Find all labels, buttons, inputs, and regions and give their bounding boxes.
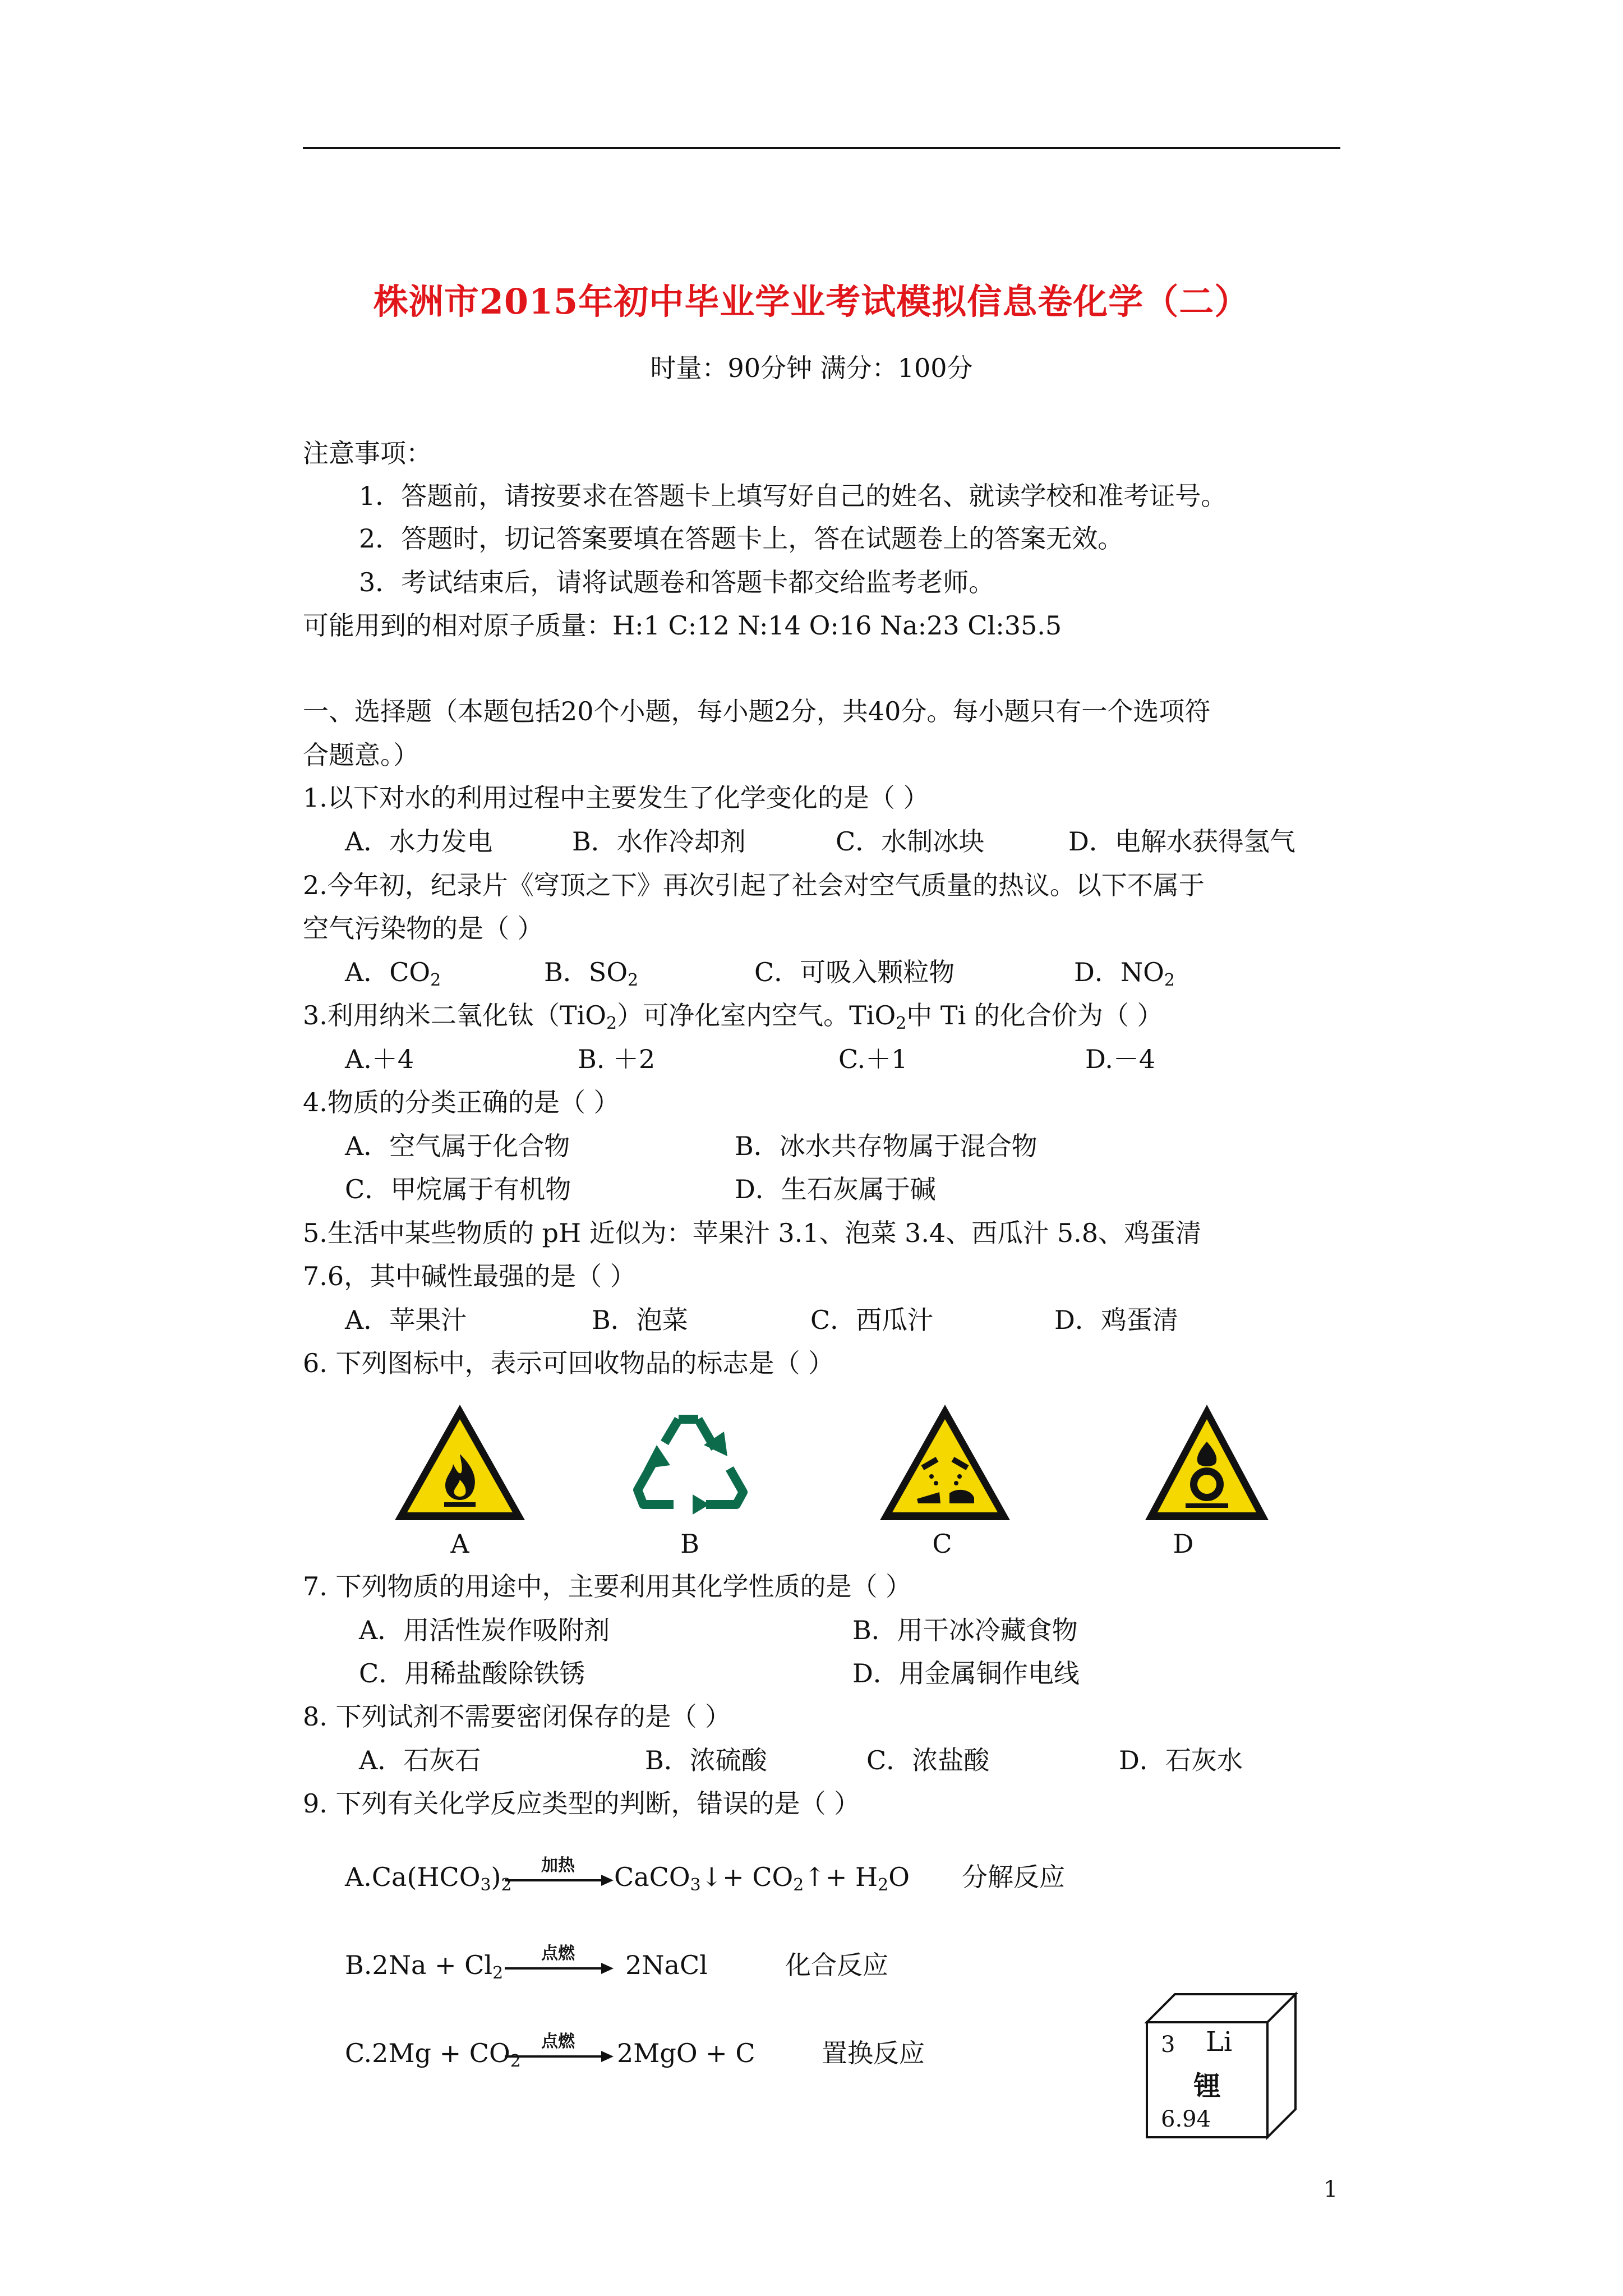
q8-option-a: A．石灰石 <box>359 1745 481 1775</box>
q5-option-d: D．鸡蛋清 <box>1054 1305 1178 1335</box>
notice-heading: 注意事项： <box>303 438 432 468</box>
q5-option-b: B．泡菜 <box>592 1305 688 1335</box>
reaction-a-arrow-icon <box>505 1874 614 1887</box>
reaction-b-type: 化合反应 <box>785 1950 888 1980</box>
section-heading: 一、选择题（本题包括20个小题，每小题2分，共40分。每小题只有一个选项符 <box>303 696 1211 726</box>
exam-info: 时量：90分钟 满分：100分 <box>650 353 973 383</box>
q3-option-a: A.＋4 <box>345 1044 414 1074</box>
q4-option-c: C．甲烷属于有机物 <box>345 1174 571 1204</box>
q4-option-a: A．空气属于化合物 <box>345 1131 570 1161</box>
question-5-stem: 5.生活中某些物质的 pH 近似为：苹果汁 3.1、泡菜 3.4、西瓜汁 5.8、鸡蛋清 <box>303 1218 1202 1248</box>
q3-option-b: B. ＋2 <box>578 1044 656 1074</box>
page-number: 1 <box>1324 2177 1338 2202</box>
q4-option-d: D．生石灰属于碱 <box>735 1174 936 1204</box>
question-7-stem: 7. 下列物质的用途中，主要利用其化学性质的是（ ） <box>303 1571 912 1602</box>
element-symbol: Li <box>1206 2026 1233 2058</box>
corrosive-warning-icon <box>878 1402 1012 1523</box>
icon-label-b: B <box>680 1529 699 1559</box>
q7-option-a: A．用活性炭作吸附剂 <box>359 1615 610 1645</box>
element-mass: 6.94 <box>1161 2106 1211 2132</box>
question-2-stem: 2.今年初，纪录片《穹顶之下》再次引起了社会对空气质量的热议。以下不属于 <box>303 870 1205 900</box>
q2-option-d: D．$NO_2$ <box>1074 957 1175 990</box>
q1-option-b: B．水作冷却剂 <box>572 826 746 857</box>
q2-option-a: A．$CO_2$ <box>345 957 441 990</box>
oxidizer-warning-icon <box>1144 1402 1270 1523</box>
reaction-c-condition: 点燃 <box>541 2032 575 2051</box>
q7-option-d: D．用金属铜作电线 <box>852 1658 1080 1688</box>
icon-label-d: D <box>1173 1529 1194 1559</box>
recycling-symbol-icon <box>625 1402 754 1523</box>
q5-option-c: C．西瓜汁 <box>810 1305 934 1335</box>
q1-option-c: C．水制冰块 <box>836 826 985 857</box>
reaction-c-arrow-icon <box>505 2050 614 2063</box>
notice-item: 2．答题时，切记答案要填在答题卡上，答在试题卷上的答案无效。 <box>359 523 1124 554</box>
header-rule <box>303 147 1340 149</box>
icon-label-c: C <box>932 1529 952 1559</box>
q1-option-d: D．电解水获得氢气 <box>1068 826 1295 857</box>
reaction-a-type: 分解反应 <box>962 1862 1065 1892</box>
question-5-stem-cont: 7.6，其中碱性最强的是（ ） <box>303 1261 636 1291</box>
q5-option-a: A．苹果汁 <box>345 1305 467 1335</box>
q7-option-b: B．用干冰冷藏食物 <box>852 1615 1078 1645</box>
atomic-masses: 可能用到的相对原子质量：H:1 C:12 N:14 O:16 Na:23 Cl:35.5 <box>303 610 1062 641</box>
question-1-stem: 1.以下对水的利用过程中主要发生了化学变化的是（ ） <box>303 783 929 813</box>
element-name: 锂 <box>1193 2070 1221 2102</box>
q8-option-b: B．浓硫酸 <box>645 1745 767 1775</box>
reaction-a-products: CaCO$_3$↓+ $CO_2↑+ H_2O$ <box>614 1862 910 1895</box>
element-number: 3 <box>1161 2032 1175 2058</box>
reaction-c-reactants: $C.2Mg + CO_2$ <box>345 2038 521 2071</box>
question-8-stem: 8. 下列试剂不需要密闭保存的是（ ） <box>303 1701 731 1732</box>
question-2-stem-cont: 空气污染物的是（ ） <box>303 913 543 944</box>
notice-item: 1．答题前，请按要求在答题卡上填写好自己的姓名、就读学校和准考证号。 <box>359 481 1227 511</box>
q2-option-c: C．可吸入颗粒物 <box>754 957 955 987</box>
q2-option-b: B．$SO_2$ <box>544 957 639 990</box>
q8-option-c: C．浓盐酸 <box>866 1745 990 1775</box>
reaction-a-reactants: $A.Ca(HCO_3)_2$ <box>345 1862 512 1895</box>
reaction-c-type: 置换反应 <box>822 2038 925 2068</box>
notice-item: 3．考试结束后，请将试题卷和答题卡都交给监考老师。 <box>359 567 995 597</box>
question-3-stem: 3.利用纳米二氧化钛（TiO$_2$）可净化室内空气。TiO$_2$中 Ti 的化合价为（ ） <box>303 1000 1163 1033</box>
question-6-stem: 6. 下列图标中，表示可回收物品的标志是（ ） <box>303 1348 834 1378</box>
section-heading-cont: 合题意。） <box>303 740 419 770</box>
flammable-warning-icon <box>393 1402 527 1523</box>
reaction-b-condition: 点燃 <box>541 1944 575 1963</box>
reaction-b-arrow-icon <box>505 1962 614 1975</box>
reaction-b-reactants: $B.2Na + Cl_2$ <box>345 1950 504 1983</box>
page-title: 株洲市2015年初中毕业学业考试模拟信息卷化学（二） <box>373 281 1250 322</box>
reaction-b-products: 2NaCl <box>625 1950 708 1980</box>
q3-option-d: D.－4 <box>1085 1044 1156 1074</box>
q7-option-c: C．用稀盐酸除铁锈 <box>359 1658 585 1688</box>
question-9-stem: 9. 下列有关化学反应类型的判断，错误的是（ ） <box>303 1788 860 1819</box>
reaction-c-products: 2MgO + C <box>617 2038 755 2068</box>
icon-label-a: A <box>450 1529 469 1559</box>
q3-option-c: C.＋1 <box>838 1044 908 1074</box>
question-4-stem: 4.物质的分类正确的是（ ） <box>303 1087 620 1117</box>
q4-option-b: B．冰水共存物属于混合物 <box>735 1131 1038 1161</box>
q1-option-a: A．水力发电 <box>345 826 493 857</box>
q8-option-d: D．石灰水 <box>1119 1745 1243 1775</box>
reaction-a-condition: 加热 <box>541 1856 575 1875</box>
